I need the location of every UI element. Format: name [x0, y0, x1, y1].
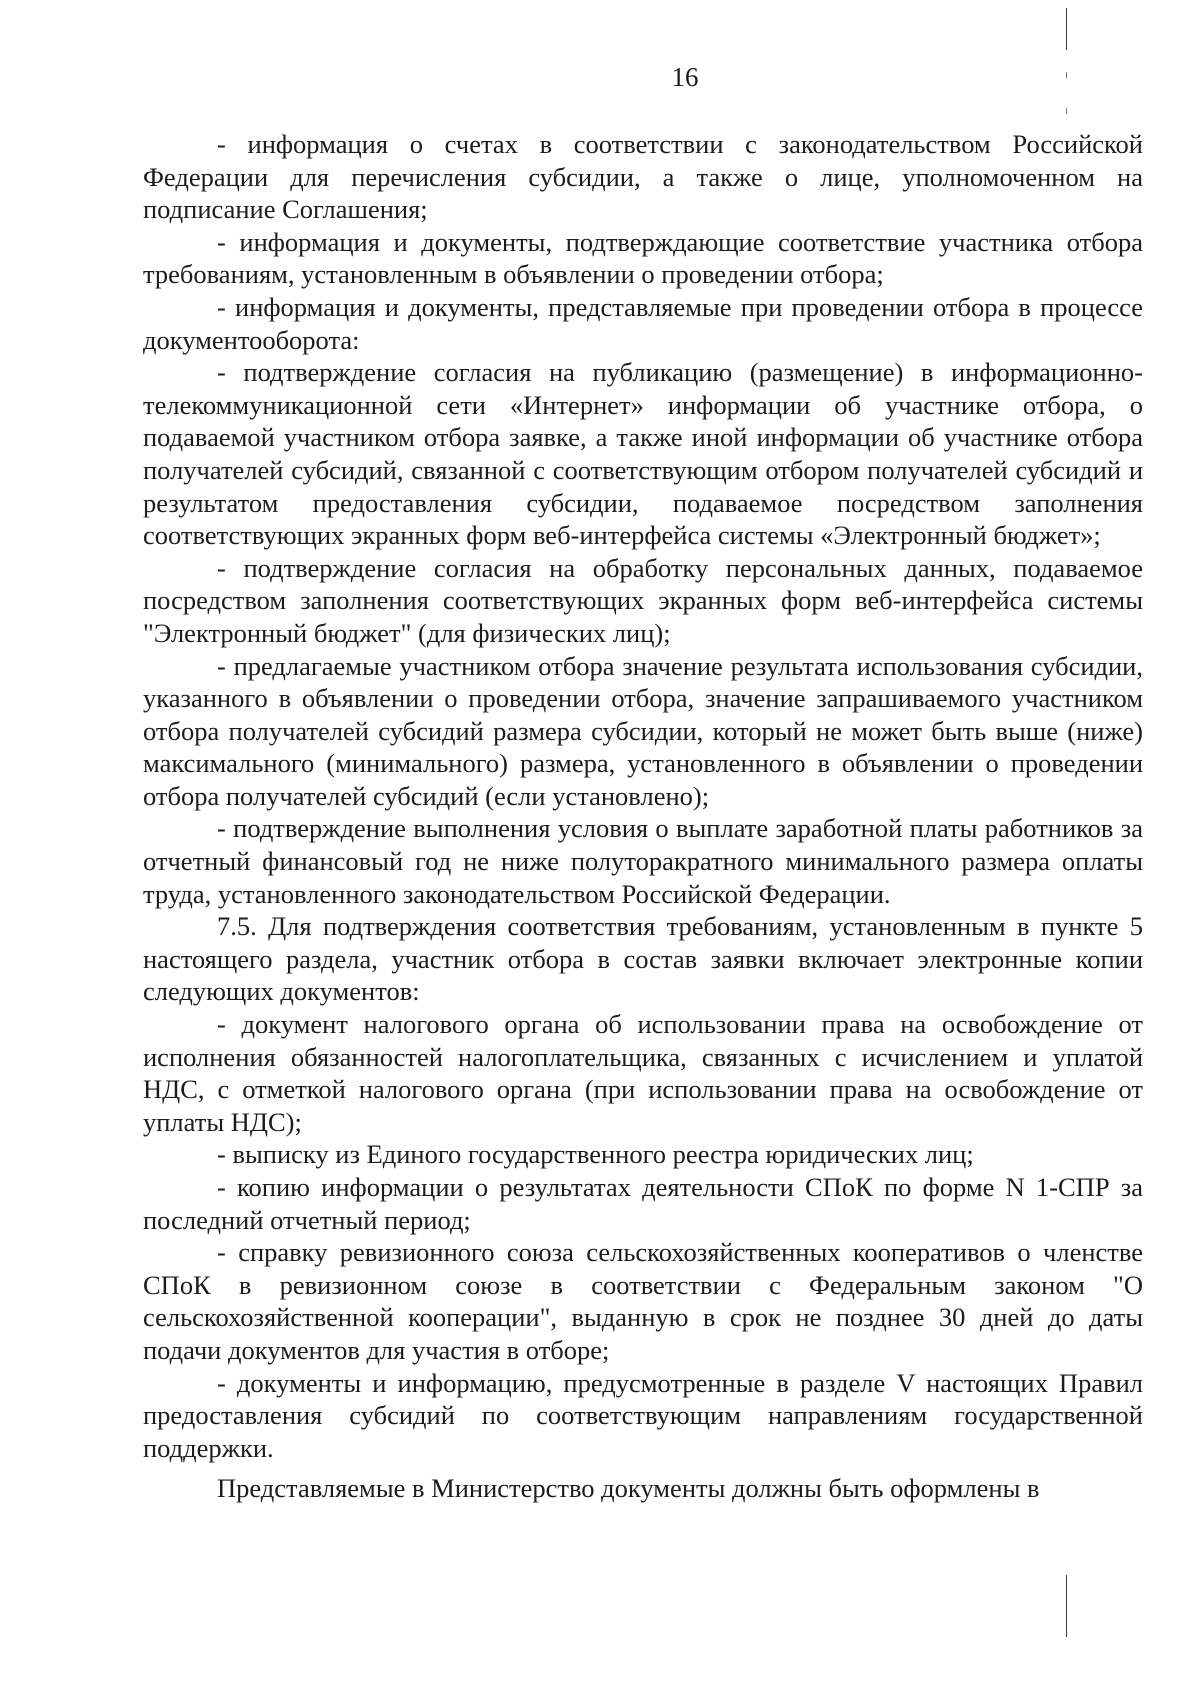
paragraph: - документ налогового органа об использовании права на освобождение от исполнения обязанностей налогоплательщика, связанных с исчислением и уплатой НДС, с отметкой налогового органа (при использовании права на освобождение от уплаты НДС);: [143, 1009, 1143, 1137]
paragraph: - предлагаемые участником отбора значение результата использования субсидии, указанного в объявлении о проведении отбора, значение запрашиваемого участником отбора получателей субсидий размера субсидии, который не может быть выше (ниже) максимального (минимального) размера, установленного в объявлении о проведении отбора получателей субсидий (если установлено);: [143, 650, 1143, 811]
paragraph: - подтверждение выполнения условия о выплате заработной платы работников за отчетный финансовый год не ниже полуторакратного минимального размера оплаты труда, установленного законодательством Российской Федерации.: [143, 813, 1143, 909]
scan-artifact-line: [1066, 1575, 1067, 1637]
page-number: 16: [671, 62, 699, 92]
paragraph: Представляемые в Министерство документы должны быть оформлены в: [217, 1473, 1040, 1504]
paragraph: - подтверждение согласия на публикацию (размещение) в информационно-телекоммуникационной сети «Интернет» информации об участнике отбора, о подаваемой участником отбора заявке, а также иной информации об участнике отбора получателей субсидий, связанной с соответствующим отбором получателей субсидий и результатом предоставления субсидии, подаваемое посредством заполнения соответствующих экранных форм веб-интерфейса системы «Электронный бюджет»;: [143, 357, 1143, 551]
paragraph: - выписку из Единого государственного реестра юридических лиц;: [217, 1139, 974, 1170]
document-body: [143, 128, 1143, 1505]
paragraph: - документы и информацию, предусмотренные в разделе V настоящих Правил предоставления субсидий по соответствующим направлениям государственной поддержки.: [143, 1367, 1143, 1463]
paragraph: - информация и документы, представляемые при проведении отбора в процессе документооборота:: [143, 291, 1143, 355]
paragraph: - информация и документы, подтверждающие соответствие участника отбора требованиям, установленным в объявлении о проведении отбора;: [143, 226, 1143, 290]
paragraph: - подтверждение согласия на обработку персональных данных, подаваемое посредством заполнения соответствующих экранных форм веб-интерфейса системы "Электронный бюджет" (для физических лиц);: [143, 552, 1143, 648]
paragraph: 7.5. Для подтверждения соответствия требованиям, установленным в пункте 5 настоящего раздела, участник отбора в состав заявки включает электронные копии следующих документов:: [143, 911, 1143, 1007]
scan-artifact-line: [1066, 8, 1067, 50]
paragraph: - копию информации о результатах деятельности СПоК по форме N 1-СПР за последний отчетный период;: [143, 1172, 1143, 1235]
scan-artifact-dot: [1066, 108, 1067, 114]
paragraph: - справку ревизионного союза сельскохозяйственных кооперативов о членстве СПоК в ревизионном союзе в соответствии с Федеральным законом "О сельскохозяйственной кооперации", выданную в срок не позднее 30 дней до даты подачи документов для участия в отборе;: [143, 1237, 1143, 1365]
paragraph: - информация о счетах в соответствии с законодательством Российской Федерации для перечисления субсидии, а также о лице, уполномоченном на подписание Соглашения;: [143, 129, 1143, 225]
